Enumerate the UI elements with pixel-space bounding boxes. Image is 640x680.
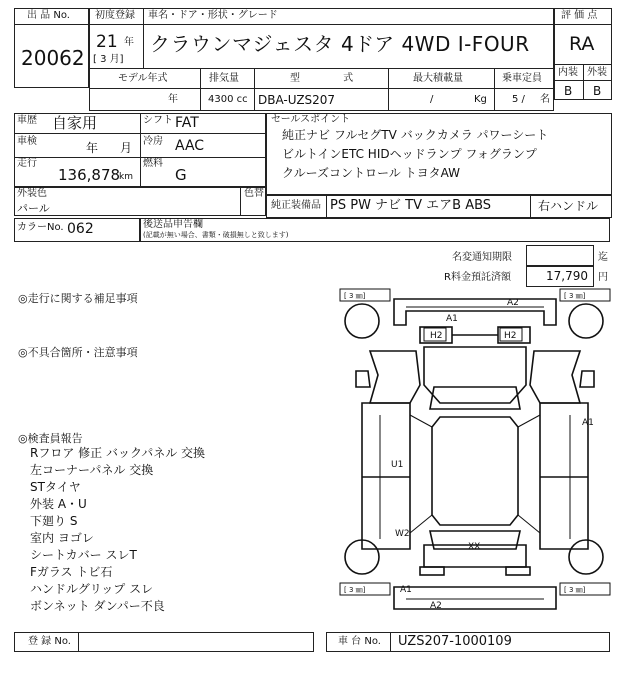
defects-title: ◎不具合箇所・注意事項 [18, 346, 138, 359]
inspector-line: 下廻り S [30, 514, 78, 528]
front-bumper [394, 299, 556, 325]
car-name-label: 車名・ドア・形状・グレード [148, 10, 278, 21]
damage-mark: XX [468, 542, 481, 552]
inspector-line: ハンドルグリップ スレ [30, 582, 154, 596]
sales-points-label: セールスポイント [271, 114, 351, 125]
max-load-sep: / [430, 94, 434, 105]
equipment-items: PS PW ナビ TV エアB ABS [330, 198, 492, 213]
steering: 右ハンドル [538, 199, 599, 213]
recycle-label: R料金預託済額 [444, 272, 511, 283]
exterior-grade: B [593, 84, 602, 98]
damage-mark: A1 [400, 585, 412, 595]
inspector-line: 左コーナーパネル 交換 [30, 463, 154, 477]
shift-label: シフト [143, 115, 173, 126]
inspector-line: ボンネット ダンパー不良 [30, 599, 165, 613]
color-label: 色替 [244, 188, 264, 199]
shift: FAT [175, 115, 199, 131]
mirror-right [580, 371, 594, 387]
docs-label: 後送品申告欄 [143, 219, 203, 230]
lot-no-label: 出 品 No. [27, 10, 70, 21]
sales-point-line: クルーズコントロール トヨタAW [282, 166, 461, 180]
damage-mark: A1 [582, 418, 594, 428]
recycle-unit: 円 [598, 272, 608, 283]
damage-mark: W2 [395, 529, 410, 539]
equipment-label: 純正装備品 [271, 200, 321, 211]
damage-mark: A1 [446, 314, 458, 324]
history-label: 車歴 [17, 115, 37, 126]
color-no-label: カラーNo. [17, 222, 64, 233]
taillight-right [506, 567, 530, 575]
chassis-label: 車 台 No. [338, 636, 381, 647]
max-load-unit: Kg [474, 94, 487, 105]
recycle-amount: 17,790 [546, 269, 588, 283]
tire-label: [ 3 ㎜] [564, 586, 586, 594]
color-no: 062 [67, 221, 94, 237]
damage-mark: A2 [430, 601, 442, 611]
deadline-suffix: 迄 [598, 252, 608, 263]
mirror-left [356, 371, 370, 387]
wheel-icon [569, 540, 603, 574]
ext-color-box [14, 187, 266, 216]
inspector-line: シートカバー スレT [30, 548, 137, 562]
first-reg-month: [ 3 月] [93, 54, 124, 65]
windshield [430, 387, 520, 409]
deadline-box [526, 245, 594, 266]
deadline-label: 名変通知期限 [452, 252, 512, 263]
left-front-fender [370, 351, 420, 403]
right-front-fender [530, 351, 580, 403]
inspector-line: Rフロア 修正 バックパネル 交換 [30, 446, 206, 460]
ac: AAC [175, 138, 205, 154]
ext-color: パール [17, 202, 50, 215]
model-year-unit: 年 [168, 94, 178, 105]
chassis-no: UZS207-1000109 [398, 634, 512, 649]
displacement-label: 排気量 [209, 73, 239, 84]
car-name: クラウンマジェスタ 4ドア 4WD I-FOUR [150, 32, 530, 56]
interior-label: 内装 [558, 67, 578, 78]
tire-label: [ 3 ㎜] [344, 586, 366, 594]
tire-label: [ 3 ㎜] [564, 292, 586, 300]
tire-label: [ 3 ㎜] [344, 292, 366, 300]
reg-no-label: 登 録 No. [28, 636, 71, 647]
inspector-line: STタイヤ [30, 480, 81, 494]
inspector-title: ◎検査員報告 [18, 432, 83, 445]
capacity-label: 乗車定員 [502, 73, 542, 84]
docs-note: (記載が無い場合、書類・破損無しと致します) [143, 231, 289, 239]
exterior-label: 外装 [587, 67, 607, 78]
sales-point-line: ビルトインETC HIDヘッドランプ フォグランプ [282, 147, 537, 161]
ac-label: 冷房 [143, 136, 163, 147]
inspector-line: Fガラス トビ石 [30, 565, 113, 579]
history: 自家用 [52, 114, 98, 132]
inspection-label: 車検 [17, 136, 37, 147]
inspector-line: 室内 ヨゴレ [30, 531, 94, 545]
type-label: 型 式 [290, 73, 354, 84]
damage-mark: H2 [430, 331, 443, 341]
right-side [540, 403, 588, 549]
left-side [362, 403, 410, 549]
hood [424, 347, 526, 403]
car-diagram [338, 287, 612, 627]
max-load-label: 最大積載量 [413, 73, 463, 84]
mileage: 136,878 [58, 166, 121, 184]
first-reg-label: 初度登録 [95, 10, 135, 21]
damage-mark: H2 [504, 331, 517, 341]
year-unit: 年 [124, 37, 134, 48]
roof [432, 417, 518, 525]
model-year-label: モデル年式 [118, 73, 168, 84]
capacity-value: 5 / [512, 94, 525, 105]
first-reg-year: 21 [96, 32, 118, 52]
lot-no: 20062 [21, 46, 85, 70]
wheel-icon [569, 304, 603, 338]
fuel-label: 燃料 [143, 158, 163, 169]
ext-color-label: 外装色 [17, 188, 47, 199]
displacement-value: 4300 cc [208, 94, 248, 105]
score-label: 評 価 点 [561, 10, 598, 21]
sales-point-line: 純正ナビ フルセグTV バックカメラ パワーシート [282, 128, 549, 142]
capacity-unit: 名 [540, 94, 550, 105]
type-value: DBA-UZS207 [258, 93, 336, 107]
inspection-year: 年 [86, 141, 99, 155]
fuel: G [175, 166, 187, 184]
inspection-month: 月 [120, 141, 133, 155]
damage-mark: U1 [391, 460, 404, 470]
damage-mark: A2 [507, 298, 519, 308]
score: RA [569, 33, 595, 55]
rear-bumper [394, 587, 556, 609]
interior-grade: B [564, 84, 573, 98]
inspector-line: 外装 A・U [30, 497, 87, 511]
mileage-unit: km [119, 172, 133, 182]
taillight-left [420, 567, 444, 575]
mileage-label: 走行 [17, 158, 37, 169]
driving-remarks-title: ◎走行に関する補足事項 [18, 292, 138, 305]
wheel-icon [345, 304, 379, 338]
